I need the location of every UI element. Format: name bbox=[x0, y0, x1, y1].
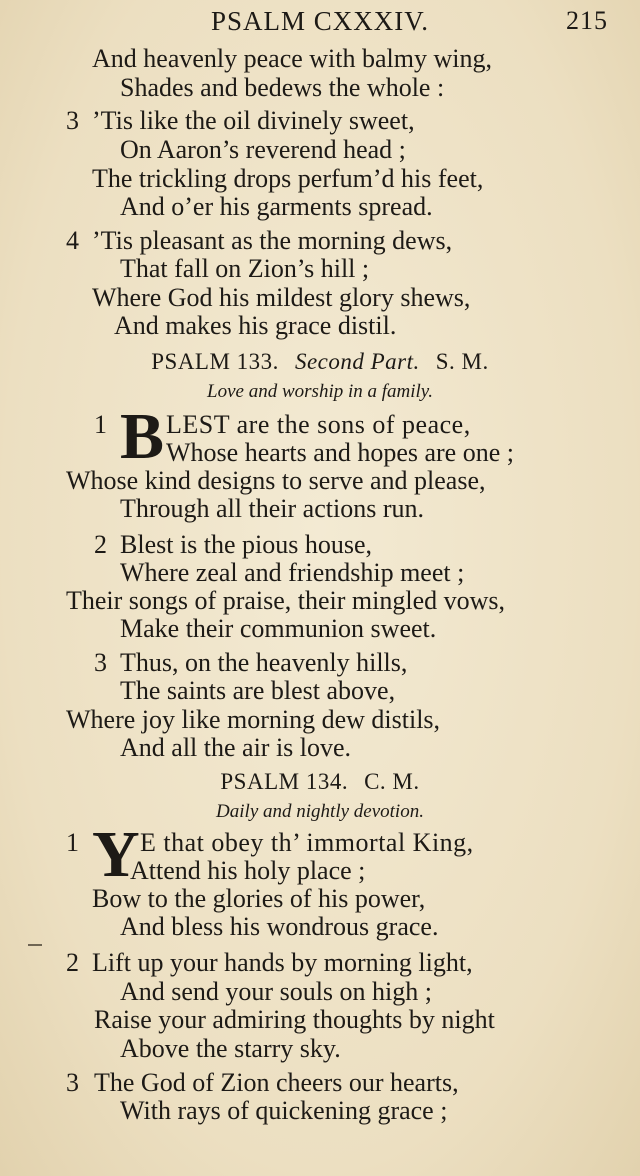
verse-line: And makes his grace distil. bbox=[114, 311, 397, 340]
psalm-heading bbox=[0, 768, 640, 796]
drop-cap: B bbox=[120, 400, 165, 473]
psalm-subtitle: Daily and nightly devotion. bbox=[216, 801, 424, 822]
psalm-title: PSALM 134. bbox=[220, 769, 349, 794]
verse-line: Raise your admiring thoughts by night bbox=[94, 1005, 495, 1034]
verse-line: Lift up your hands by morning light, bbox=[92, 948, 473, 977]
verse-line: And bless his wondrous grace. bbox=[120, 912, 439, 941]
verse-number: 2 bbox=[66, 948, 79, 977]
verse-line: Whose kind designs to serve and please, bbox=[66, 466, 486, 495]
running-title: PSALM CXXXIV. bbox=[210, 6, 430, 36]
verse-line: Where God his mildest glory shews, bbox=[92, 283, 471, 312]
margin-mark bbox=[28, 944, 42, 946]
psalm-part: Second Part. bbox=[294, 349, 420, 374]
verse-line: Blest is the pious house, bbox=[120, 530, 373, 559]
verse-number: 2 bbox=[94, 530, 107, 559]
verse-line: That fall on Zion’s hill ; bbox=[120, 254, 370, 283]
drop-cap: Y bbox=[92, 818, 140, 891]
verse-line: Thus, on the heavenly hills, bbox=[120, 648, 408, 677]
verse-line: The trickling drops perfum’d his feet, bbox=[92, 164, 484, 193]
verse-line: And heavenly peace with balmy wing, bbox=[92, 44, 492, 73]
psalm-title: PSALM 133. bbox=[151, 349, 279, 374]
verse-number: 3 bbox=[66, 106, 79, 135]
verse-line: The God of Zion cheers our hearts, bbox=[94, 1068, 459, 1097]
verse-line: And send your souls on high ; bbox=[120, 977, 432, 1006]
psalm-subtitle: Love and worship in a family. bbox=[207, 381, 433, 402]
verse-number: 1 bbox=[94, 410, 107, 439]
verse-line: Above the starry sky. bbox=[120, 1034, 341, 1063]
verse-line: And o’er his garments spread. bbox=[120, 192, 433, 221]
page-number: 215 bbox=[566, 6, 608, 35]
verse-line: Attend his holy place ; bbox=[130, 856, 366, 885]
verse-number: 3 bbox=[66, 1068, 79, 1097]
verse-number: 1 bbox=[66, 828, 79, 857]
verse-line: LEST are the sons of peace, bbox=[166, 410, 471, 439]
verse-line: The saints are blest above, bbox=[120, 676, 396, 705]
verse-line: ’Tis pleasant as the morning dews, bbox=[92, 226, 453, 255]
verse-line: E that obey th’ immortal King, bbox=[140, 828, 474, 857]
verse-line: Shades and bedews the whole : bbox=[120, 73, 445, 102]
verse-line: ’Tis like the oil divinely sweet, bbox=[92, 106, 415, 135]
verse-number: 4 bbox=[66, 226, 79, 255]
verse-line: Where zeal and friendship meet ; bbox=[120, 558, 465, 587]
verse-line: Make their communion sweet. bbox=[120, 614, 437, 643]
psalm-meter: S. M. bbox=[435, 349, 489, 374]
verse-line: With rays of quickening grace ; bbox=[120, 1096, 448, 1125]
verse-line: Where joy like morning dew distils, bbox=[66, 705, 441, 734]
running-head bbox=[0, 2, 640, 42]
verse-line: Whose hearts and hopes are one ; bbox=[166, 438, 514, 467]
psalm-heading bbox=[0, 348, 640, 376]
verse-number: 3 bbox=[94, 648, 107, 677]
verse-line: Their songs of praise, their mingled vows, bbox=[66, 586, 506, 615]
psalm-meter: C. M. bbox=[364, 769, 420, 794]
verse-line: Bow to the glories of his power, bbox=[92, 884, 426, 913]
verse-line: And all the air is love. bbox=[120, 733, 352, 762]
verse-line: Through all their actions run. bbox=[120, 494, 424, 523]
verse-line: On Aaron’s reverend head ; bbox=[120, 135, 406, 164]
